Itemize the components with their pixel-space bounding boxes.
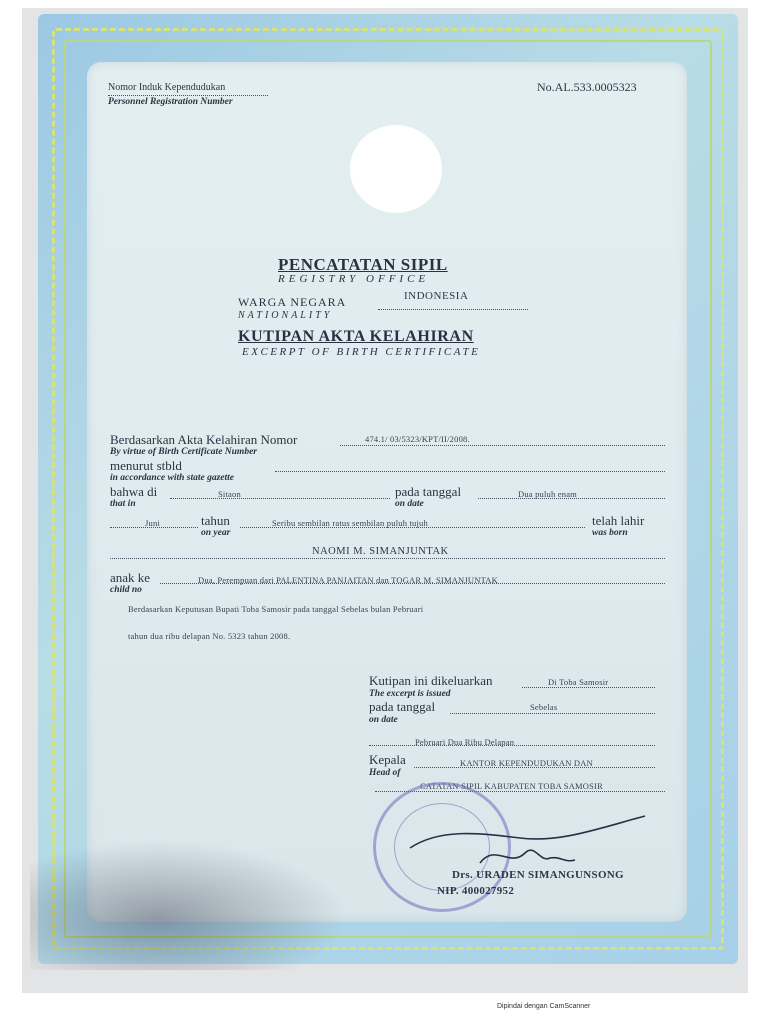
nationality-underline [378,309,528,310]
birth-date-underline [478,498,665,499]
issue-date-label-en: on date [369,715,398,725]
official-name: Drs. URADEN SIMANGUNSONG [452,869,624,881]
office-underline-1 [414,767,655,768]
signature-mark [400,808,650,878]
birth-year-label-en: on year [201,528,231,538]
document-title: KUTIPAN AKTA KELAHIRAN [238,328,474,345]
birth-date-value: Dua puluh enam [518,489,577,499]
place-label-en: that in [110,499,136,509]
official-nip: NIP. 400027952 [437,885,515,897]
stbld-label-en: in accordance with state gazette [110,473,235,483]
akta-underline [340,445,665,446]
scan-shadow [30,840,350,970]
born-label-en: was born [592,528,628,538]
nik-underline [108,95,268,96]
issue-date-underline-2 [369,745,655,746]
stbld-underline [275,471,665,472]
nik-label-en: Personnel Registration Number [108,97,233,107]
office-value-1: KANTOR KEPENDUDUKAN DAN [460,758,593,768]
akta-number: 474.1/ 03/5323/KPT/II/2008. [365,434,470,444]
child-order-underline [160,583,665,584]
office-title: PENCATATAN SIPIL [278,255,448,274]
place-underline [170,498,390,499]
birth-year-value: Seribu sembilan ratus sembilan puluh tujuh [272,518,428,528]
nationality-value: INDONESIA [404,290,469,302]
nik-label: Nomor Induk Kependudukan [108,82,226,93]
child-order-label: anak ke [110,570,151,585]
issued-label-en: The excerpt is issued [369,689,451,699]
issue-date-label: pada tanggal [369,699,436,714]
issue-date-value-2: Pebruari Dua Ribu Delapan [415,737,515,747]
akta-label-en: By virtue of Birth Certificate Number [110,447,257,457]
place-label: bahwa di [110,484,158,499]
decree-line-1: Berdasarkan Keputusan Bupati Toba Samosir pada tanggal Sebelas bulan Pebruari [128,604,424,614]
child-name-underline [110,558,665,559]
birth-year-label: tahun [201,513,230,528]
head-label-en: Head of [369,768,401,778]
birth-year-underline [240,527,585,528]
issued-label: Kutipan ini dikeluarkan [369,673,493,688]
office-title-en: REGISTRY OFFICE [278,273,430,285]
nationality-label: WARGA NEGARA [238,295,347,309]
certificate-number: No.AL.533.0005323 [537,80,637,94]
birth-month-value: Juni [145,518,160,528]
child-order-value: Dua, Perempuan dari PALENTINA PANJAITAN dan TOGAR M. SIMANJUNTAK [198,575,498,585]
akta-label: Berdasarkan Akta Kelahiran Nomor [110,432,298,447]
issued-place-underline [522,687,655,688]
issue-date-underline [450,713,655,714]
decree-line-2: tahun dua ribu delapan No. 5323 tahun 2008. [128,631,291,641]
nationality-label-en: NATIONALITY [238,310,333,321]
birth-date-label-en: on date [395,499,424,509]
child-name: NAOMI M. SIMANJUNTAK [312,546,449,557]
place-value: Sitaon [218,489,241,499]
head-label: Kepala [369,752,406,767]
document-title-en: EXCERPT OF BIRTH CERTIFICATE [242,346,481,358]
photo-hole [350,125,442,213]
office-value-2: CATATAN SIPIL KABUPATEN TOBA SAMOSIR [420,781,603,791]
child-order-label-en: child no [110,585,142,595]
birth-month-underline [110,527,198,528]
scanner-watermark: Dipindai dengan CamScanner [497,1003,591,1010]
birth-date-label: pada tanggal [395,484,462,499]
born-label: telah lahir [592,513,645,528]
stbld-label: menurut stbld [110,458,182,473]
issued-place-value: Di Toba Samosir [548,677,609,687]
issue-date-value: Sebelas [530,702,558,712]
